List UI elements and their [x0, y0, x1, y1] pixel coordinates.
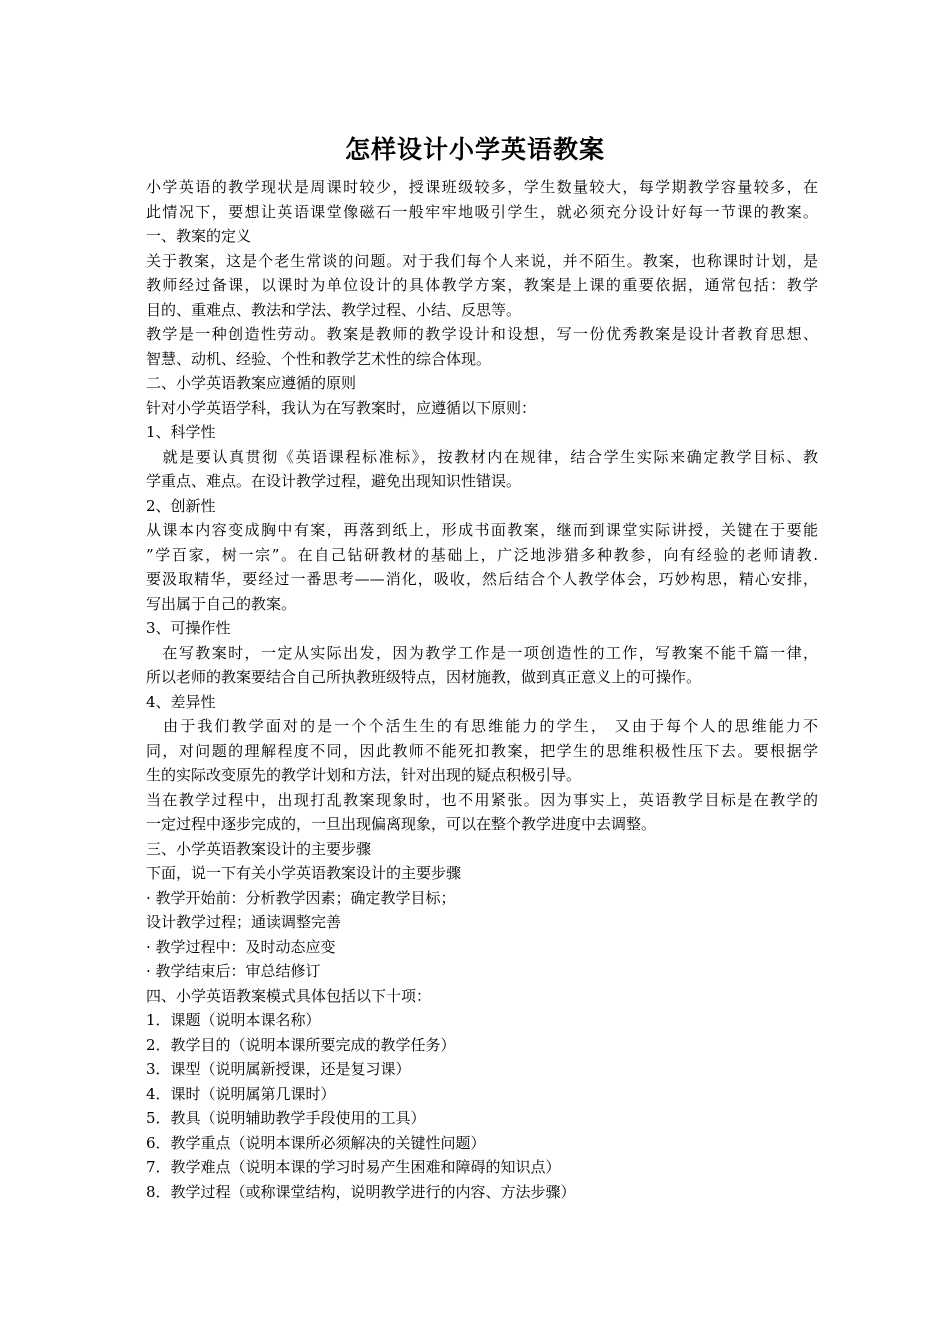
text-line: 目的、重难点、教法和学法、教学过程、小结、反思等。: [146, 300, 522, 319]
text-line: 从课本内容变成胸中有案，再落到纸上，形成书面教案，继而到课堂实际讲授，关键在于要能: [146, 521, 818, 539]
text-line: 就是要认真贯彻《英语课程标准标》，按教材内在规律，结合学生实际来确定教学目标、教: [146, 447, 818, 466]
text-line: 生的实际改变原先的教学计划和方法，针对出现的疑点积极引导。: [146, 766, 582, 784]
text-line: 下面，说一下有关小学英语教案设计的主要步骤: [146, 864, 462, 882]
text-line: 8．教学过程（或称课堂结构，说明教学进行的内容、方法步骤）: [146, 1182, 576, 1201]
text-line: 在写教案时，一定从实际出发，因为教学工作是一项创造性的工作，写教案不能千篇一律，: [146, 643, 818, 662]
text-line: 针对小学英语学科，我认为在写教案时，应遵循以下原则：: [146, 398, 537, 417]
text-line: 教学是一种创造性劳动。教案是教师的教学设计和设想，写一份优秀教案是设计者教育思想、: [146, 325, 818, 343]
text-line: · 教学过程中：及时动态应变: [146, 937, 336, 956]
text-line: 设计教学过程；通读调整完善: [146, 913, 342, 931]
text-line: 由于我们教学面对的是一个个活生生的有思维能力的学生， 又由于每个人的思维能力不: [146, 717, 818, 735]
text-line: 二、小学英语教案应遵循的原则: [146, 374, 357, 392]
text-line: 同，对问题的理解程度不同，因此教师不能死扣教案，把学生的思维积极性压下去。要根据学: [146, 741, 818, 760]
text-line: 7．教学难点（说明本课的学习时易产生困难和障碍的知识点）: [146, 1158, 561, 1176]
document-body: [146, 175, 818, 1204]
text-line: 2、创新性: [146, 496, 216, 515]
text-line: 3、可操作性: [146, 619, 231, 637]
text-line: 6．教学重点（说明本课所必须解决的关键性问题）: [146, 1133, 486, 1152]
text-line: 三、小学英语教案设计的主要步骤: [146, 839, 372, 858]
text-line: 关于教案，这是个老生常谈的问题。对于我们每个人来说，并不陌生。教案，也称课时计划，是: [146, 251, 818, 270]
text-line: 小学英语的教学现状是周课时较少，授课班级较多，学生数量较大，每学期教学容量较多，在: [146, 178, 818, 196]
text-line: 智慧、动机、经验、个性和教学艺术性的综合体现。: [146, 349, 492, 368]
text-line: 一、教案的定义: [146, 227, 252, 245]
text-line: 3．课型（说明属新授课，还是复习课）: [146, 1060, 411, 1078]
text-line: 1、科学性: [146, 423, 216, 441]
text-line: 学重点、难点。在设计教学过程，避免出现知识性错误。: [146, 472, 522, 490]
document-title: 怎样设计小学英语教案: [344, 135, 605, 164]
text-line: · 教学开始前：分析教学因素；确定教学目标；: [146, 888, 456, 907]
text-line: 一定过程中逐步完成的，一旦出现偏离现象，可以在整个教学进度中去调整。: [146, 815, 657, 833]
text-line: 此情况下，要想让英语课堂像磁石一般牢牢地吸引学生，就必须充分设计好每一节课的教案。: [146, 202, 818, 221]
text-line: 1．课题（说明本课名称）: [146, 1011, 321, 1029]
text-line: · 教学结束后：审总结修订: [146, 962, 321, 980]
text-line: 5．教具（说明辅助教学手段使用的工具）: [146, 1109, 426, 1127]
text-line: 写出属于自己的教案。: [146, 594, 297, 613]
text-line: 要汲取精华，要经过一番思考——消化，吸收，然后结合个人教学体会，巧妙构思，精心安排，: [146, 570, 818, 588]
text-line: 教师经过备课，以课时为单位设计的具体教学方案，教案是上课的重要依据，通常包括：教学: [146, 276, 818, 294]
text-line: 2．教学目的（说明本课所要完成的教学任务）: [146, 1035, 456, 1054]
text-line: 4、差异性: [146, 692, 216, 711]
text-line: 4．课时（说明属第几课时）: [146, 1084, 336, 1103]
text-line: 四、小学英语教案模式具体包括以下十项：: [146, 986, 432, 1005]
text-line: ”学百家，树一宗”。在自己钻研教材的基础上，广泛地涉猎多种教参，向有经验的老师请教.: [146, 545, 818, 564]
text-line: 所以老师的教案要结合自己所执教班级特点，因材施教，做到真正意义上的可操作。: [146, 668, 702, 686]
text-line: 当在教学过程中，出现打乱教案现象时，也不用紧张。因为事实上，英语教学目标是在教学的: [146, 790, 818, 809]
